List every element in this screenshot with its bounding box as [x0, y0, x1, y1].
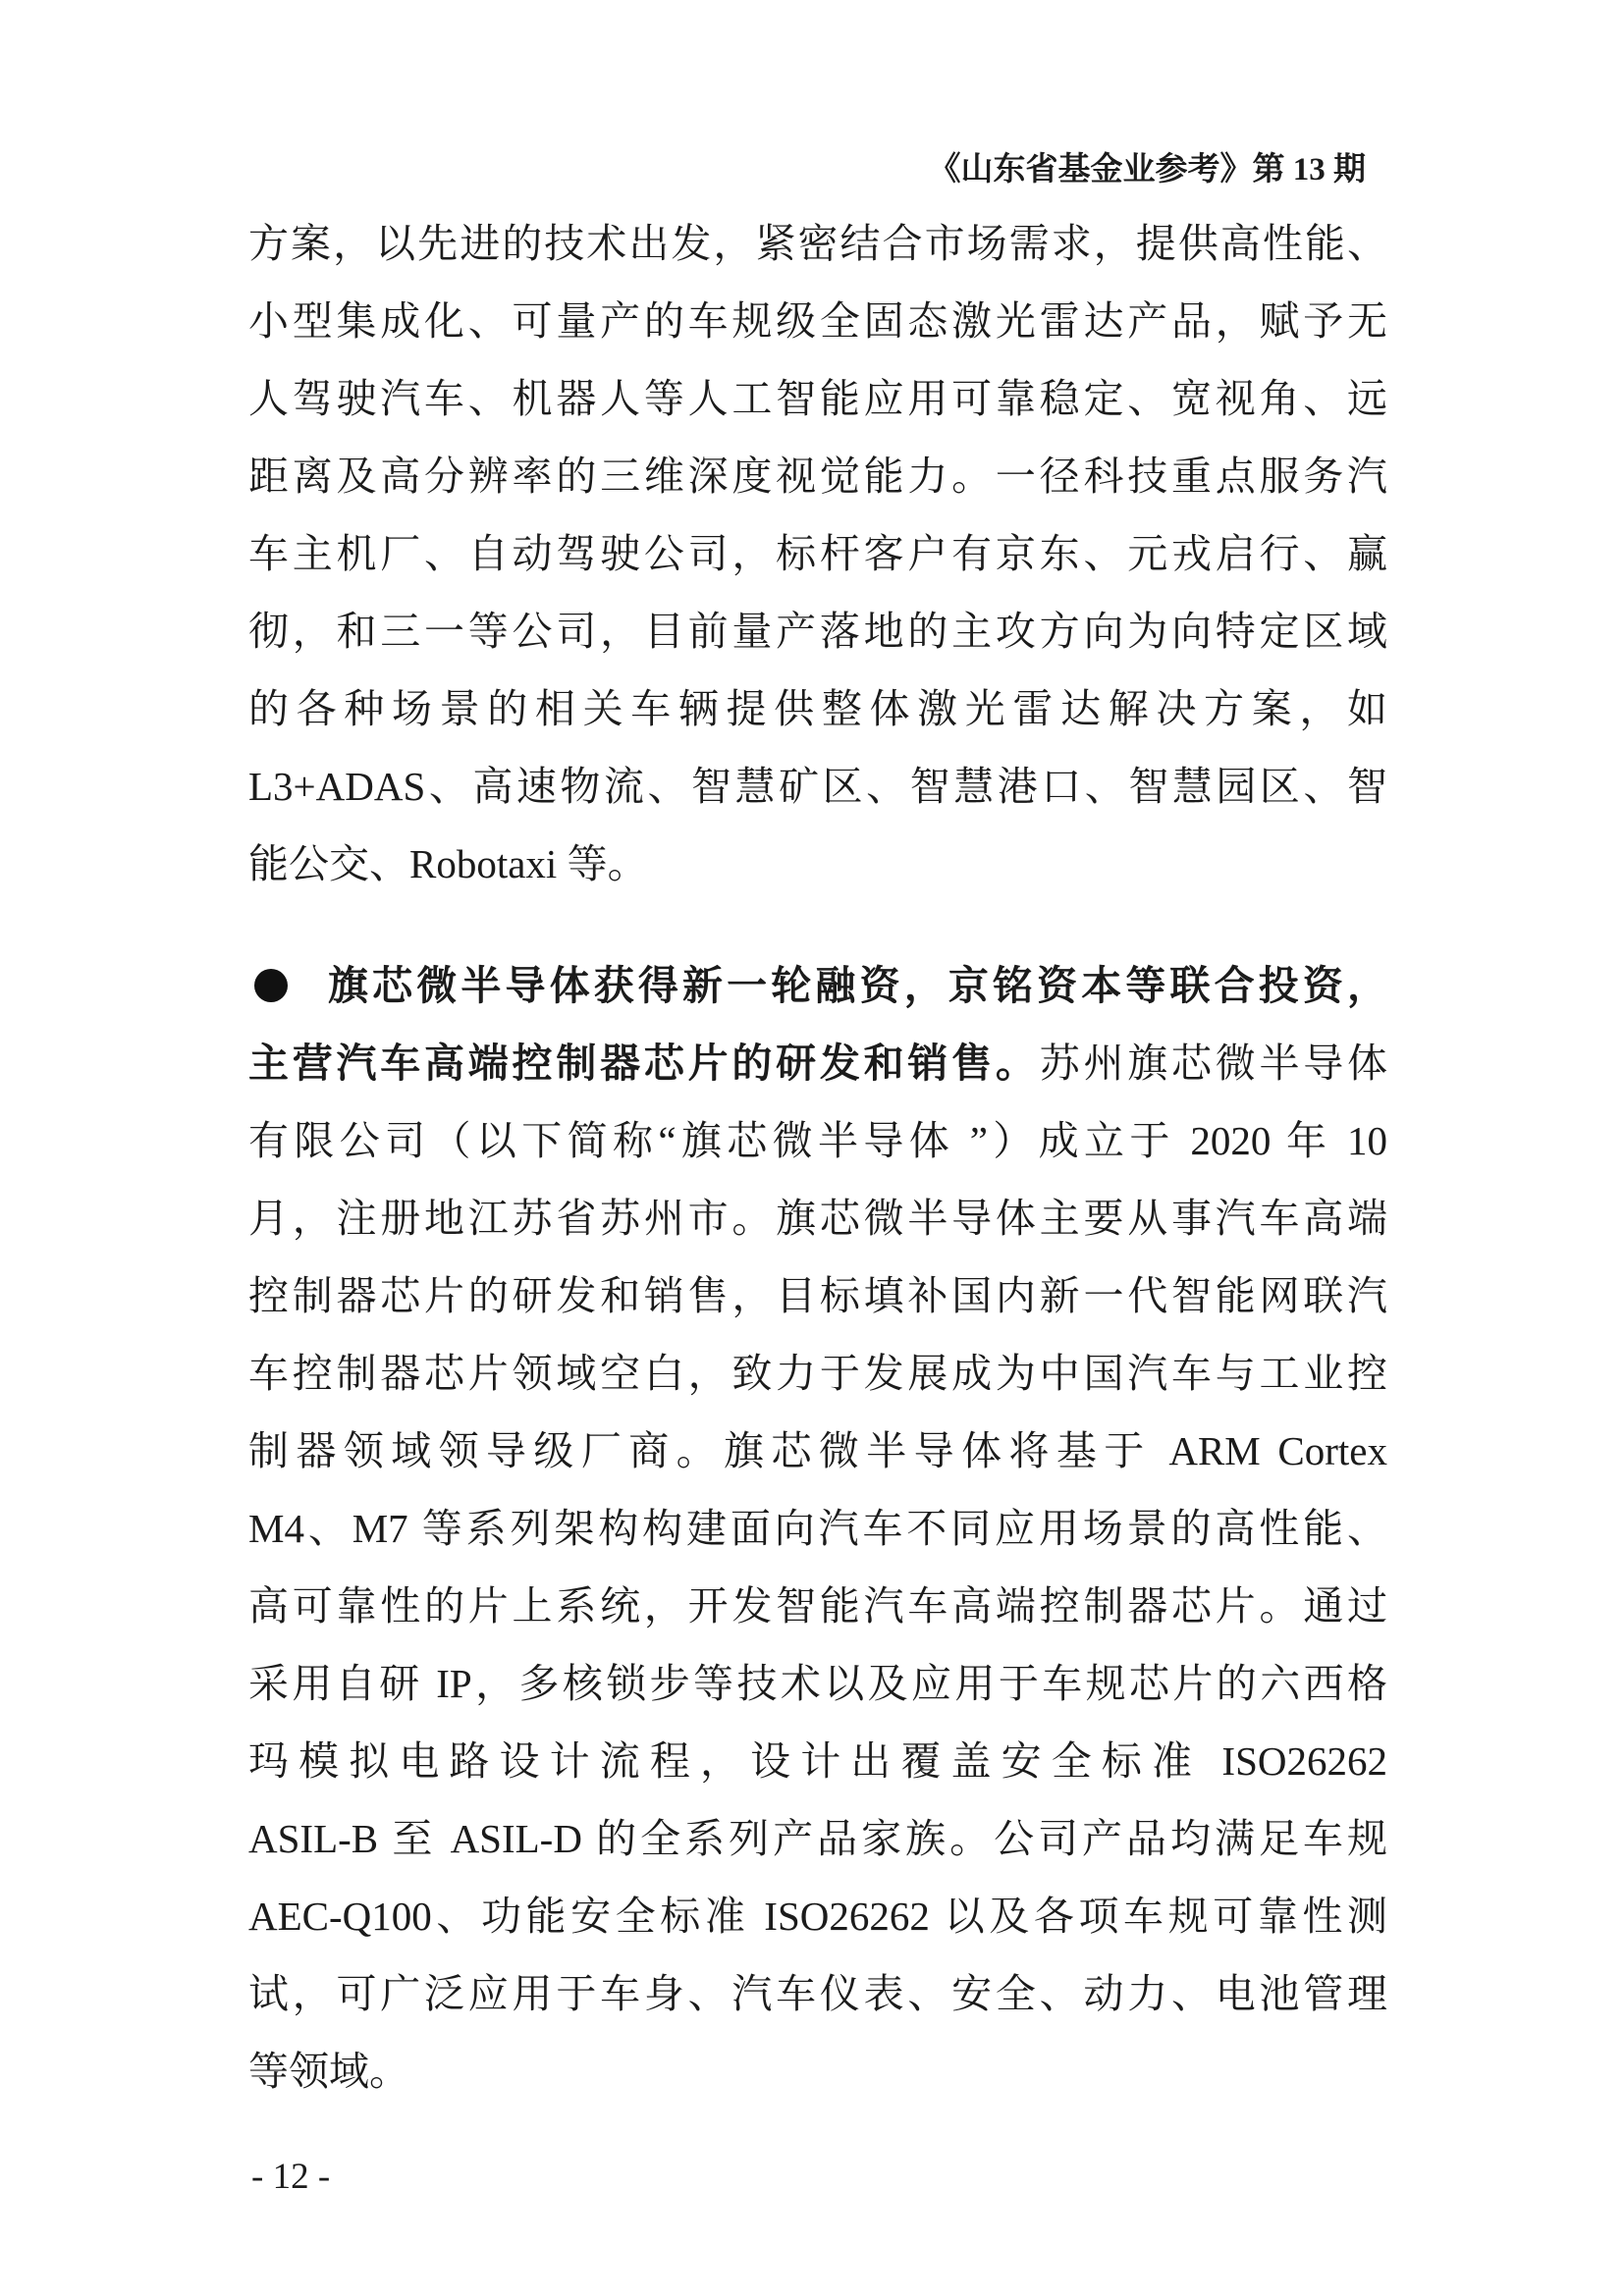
text-line: 车主机厂、自动驾驶公司，标杆客户有京东、元戎启行、赢 [248, 531, 1387, 576]
page-number: - 12 - [251, 2157, 331, 2197]
text-line: 等领域。 [248, 2049, 409, 2094]
text-line: 采用自研 IP，多核锁步等技术以及应用于车规芯片的六西格 [248, 1661, 1387, 1706]
text-line: 能公交、Robotaxi 等。 [248, 841, 648, 886]
text-line: 玛模拟电路设计流程，设计出覆盖安全标准 ISO26262 [248, 1738, 1387, 1784]
text-line: 小型集成化、可量产的车规级全固态激光雷达产品，赋予无 [248, 298, 1387, 344]
text-line: ASIL-B 至 ASIL-D 的全系列产品家族。公司产品均满足车规 [248, 1816, 1387, 1861]
body-text: 苏州旗芯微半导体 [1039, 1041, 1387, 1086]
heading-text: 旗芯微半导体获得新一轮融资，京铭资本等联合投资， [328, 963, 1387, 1008]
text-line: 车控制器芯片领域空白，致力于发展成为中国汽车与工业控 [248, 1351, 1387, 1396]
text-line: 距离及高分辨率的三维深度视觉能力。一径科技重点服务汽 [248, 454, 1387, 499]
text-line: L3+ADAS、高速物流、智慧矿区、智慧港口、智慧园区、智 [248, 764, 1387, 809]
text-line: 人驾驶汽车、机器人等人工智能应用可靠稳定、宽视角、远 [248, 376, 1387, 421]
bullet-heading-line [248, 947, 1387, 1025]
text-line: 的各种场景的相关车辆提供整体激光雷达解决方案，如 [248, 686, 1387, 731]
text-line: 月，注册地江苏省苏州市。旗芯微半导体主要从事汽车高端 [248, 1196, 1387, 1241]
text-line: 控制器芯片的研发和销售，目标填补国内新一代智能网联汽 [248, 1273, 1387, 1318]
paragraph-lidar-company [248, 205, 1387, 903]
text-line: AEC-Q100、功能安全标准 ISO26262 以及各项车规可靠性测 [248, 1894, 1387, 1939]
heading-text: 主营汽车高端控制器芯片的研发和销售。 [248, 1041, 1040, 1086]
paragraph-chip-company-financing [248, 947, 1387, 2110]
heading-continuation-line [248, 1025, 1387, 1102]
text-line: 有限公司（以下简称“旗芯微半导体 ”）成立于 2020 年 10 [248, 1118, 1387, 1163]
text-line: 高可靠性的片上系统，开发智能汽车高端控制器芯片。通过 [248, 1583, 1387, 1629]
text-line: 制器领域领导级厂商。旗芯微半导体将基于 ARM Cortex [248, 1428, 1387, 1473]
text-line: 试，可广泛应用于车身、汽车仪表、安全、动力、电池管理 [248, 1971, 1387, 2016]
running-header: 《山东省基金业参考》第 13 期 [928, 152, 1366, 187]
text-line: 方案，以先进的技术出发，紧密结合市场需求，提供高性能、 [248, 221, 1387, 266]
text-line: 彻，和三一等公司，目前量产落地的主攻方向为向特定区域 [248, 609, 1387, 654]
bullet-icon [254, 969, 288, 1002]
text-line: M4、M7 等系列架构构建面向汽车不同应用场景的高性能、 [248, 1506, 1387, 1551]
